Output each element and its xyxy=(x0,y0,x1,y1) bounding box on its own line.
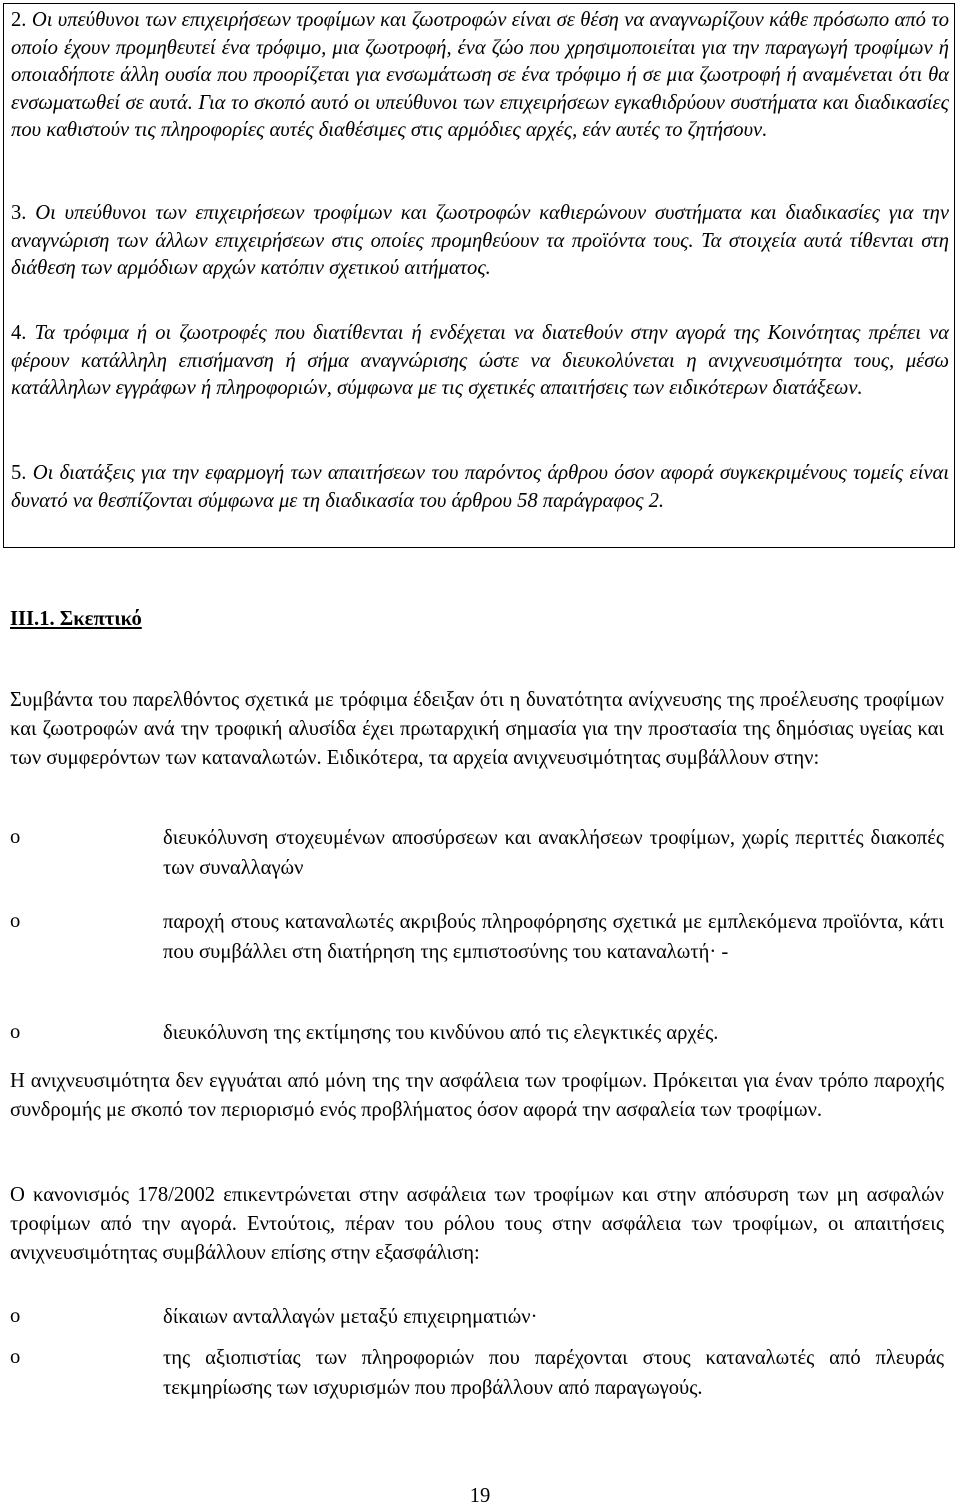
paragraph-text: Τα τρόφιμα ή οι ζωοτροφές που διατίθενται ή ενδέχεται να διατεθούν στην αγορά της Κοινότητας πρέπει να φέρουν κατάλληλη επισήμανση ή σήμα αναγνώρισης ώστε να διευκολύνεται η ανιχνευσιμότητα τους, μέσω κατάλληλων εγγράφων ή πληροφοριών, σύμφωνα με τις σχετικές απαιτήσεις των ειδικότερων διατάξεων. xyxy=(11,322,949,399)
paragraph-traceability: Η ανιχνευσιμότητα δεν εγγυάται από μόνη της την ασφάλεια των τροφίμων. Πρόκειται για έναν τρόπο παροχής συνδρομής με σκοπό τον περιορισμό ενός προβλήματος όσον αφορά την ασφαλεία των τροφίμων. xyxy=(10,1070,944,1121)
article-paragraph-3 xyxy=(11,200,949,283)
paragraph-number: 5. xyxy=(11,462,27,484)
paragraph-regulation: Ο κανονισμός 178/2002 επικεντρώνεται στην ασφάλεια των τροφίμων και στην απόσυρση των μη ασφαλών τροφίμων από την αγορά. Εντούτοις, πέραν του ρόλου τους στην ασφάλεια των τροφίμων, οι απαιτήσεις ανιχνευσιμότητας συμβάλλουν επίσης στην εξασφάλιση: xyxy=(10,1184,944,1264)
intro-paragraph: Συμβάντα του παρελθόντος σχετικά με τρόφιμα έδειξαν ότι η δυνατότητα ανίχνευσης της προέλευσης τροφίμων και ζωοτροφών ανά την τροφική αλυσίδα έχει πρωταρχική σημασία για την προστασία της δημόσιας υγείας και των συμφερόντων των καταναλωτών. Ειδικότερα, τα αρχεία ανιχνευσιμότητας συμβάλλουν στην: xyxy=(10,689,944,769)
list-item-text: διευκόλυνση της εκτίμησης του κινδύνου από τις ελεγκτικές αρχές. xyxy=(163,1022,719,1044)
article-paragraph-2 xyxy=(11,7,949,145)
page-number: 19 xyxy=(469,1485,491,1507)
article-paragraph-4 xyxy=(11,320,949,403)
paragraph-number: 3. xyxy=(11,202,27,224)
list-item-text: δίκαιων ανταλλαγών μεταξύ επιχειρηματιών· xyxy=(163,1306,538,1328)
paragraph-text: Οι υπεύθυνοι των επιχειρήσεων τροφίμων και ζωοτροφών καθιερώνουν συστήματα και διαδικασίες για την αναγνώριση των άλλων επιχειρήσεων στις οποίες προμηθεύουν τα προϊόντα τους. Τα στοιχεία αυτά τίθενται στη διάθεση των αρμόδιων αρχών κατόπιν σχετικού αιτήματος. xyxy=(11,202,949,279)
bullet-marker: o xyxy=(10,1346,21,1368)
legal-text-box xyxy=(3,3,955,548)
paragraph-number: 4. xyxy=(11,322,27,344)
paragraph-text: Οι υπεύθυνοι των επιχειρήσεων τροφίμων και ζωοτροφών είναι σε θέση να αναγνωρίζουν κάθε πρόσωπο από το οποίο έχουν προμηθευτεί ένα τρόφιμο, μια ζωοτροφή, ένα ζώο που χρησιμοποιείται για την παραγωγή τροφίμων ή οποιαδήποτε άλλη ουσία που προορίζεται για ενσωμάτωση σε ένα τρόφιμο ή σε μια ζωοτροφή ή αναμένεται ότι θα ενσωματωθεί σε αυτά. Για το σκοπό αυτό οι υπεύθυνοι των επιχειρήσεων εγκαθιδρύουν συστήματα και διαδικασίες που καθιστούν τις πληροφορίες αυτές διαθέσιμες στις αρμόδιες αρχές, εάν αυτές το ζητήσουν. xyxy=(11,9,949,141)
bullet-marker: o xyxy=(10,910,21,932)
list-item-text: διευκόλυνση στοχευμένων αποσύρσεων και ανακλήσεων τροφίμων, χωρίς περιττές διακοπές των συναλλαγών xyxy=(163,827,944,879)
bullet-marker: o xyxy=(10,826,21,848)
bullet-marker: o xyxy=(10,1305,21,1327)
list-item-text: παροχή στους καταναλωτές ακριβούς πληροφόρησης σχετικά με εμπλεκόμενα προϊόντα, κάτι που συμβάλλει στη διατήρηση της εμπιστοσύνης του καταναλωτή· - xyxy=(163,911,944,963)
list-item-text: της αξιοπιστίας των πληροφοριών που παρέχονται στους καταναλωτές από πλευράς τεκμηρίωσης των ισχυρισμών που προβάλλουν από παραγωγούς. xyxy=(163,1347,944,1399)
section-heading: ΙΙΙ.1. Σκεπτικό xyxy=(10,608,142,630)
paragraph-text: Οι διατάξεις για την εφαρμογή των απαιτήσεων του παρόντος άρθρου όσον αφορά συγκεκριμένους τομείς είναι δυνατό να θεσπίζονται σύμφωνα με τη διαδικασία του άρθρου 58 παράγραφος 2. xyxy=(11,462,949,512)
article-paragraph-5 xyxy=(11,460,949,515)
bullet-marker: o xyxy=(10,1021,21,1043)
paragraph-number: 2. xyxy=(11,9,27,31)
